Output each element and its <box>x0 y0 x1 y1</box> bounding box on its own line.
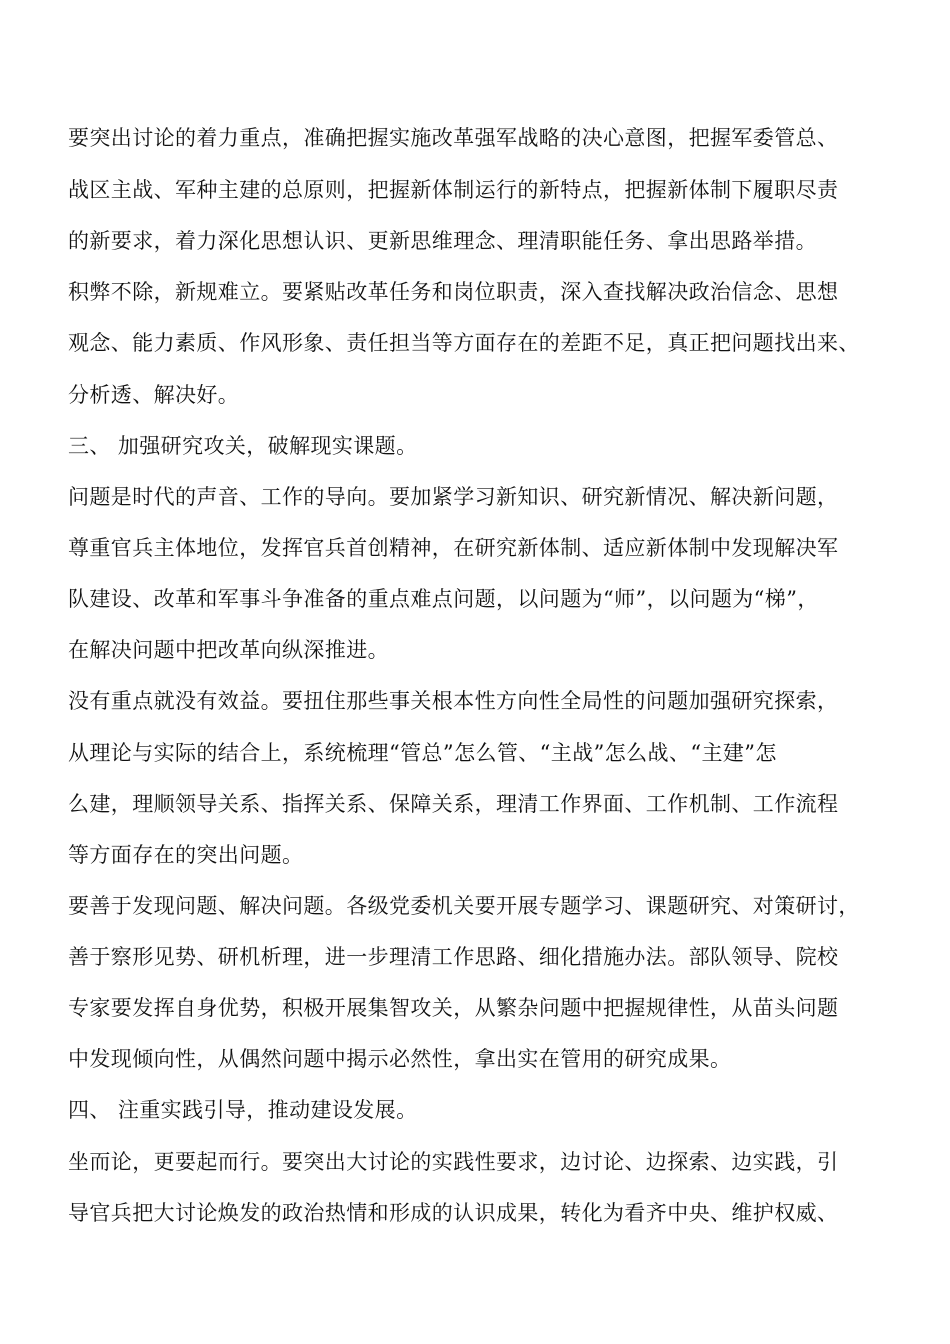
text-line: 分析透、解决好。 <box>68 383 240 407</box>
text-line: 问题是时代的声音、工作的导向。要加紧学习新知识、研究新情况、解决新问题， <box>68 485 839 509</box>
text-line: 观念、能力素质、作风形象、责任担当等方面存在的差距不足，真正把问题找出来、 <box>68 331 860 355</box>
section-heading: 四、 注重实践引导，推动建设发展。 <box>68 1098 418 1122</box>
text-line: 积弊不除，新规难立。要紧贴改革任务和岗位职责，深入查找解决政治信念、思想 <box>68 280 839 304</box>
text-line: 在解决问题中把改革向纵深推进。 <box>68 638 389 662</box>
text-line: 专家要发挥自身优势，积极开展集智攻关，从繁杂问题中把握规律性，从苗头问题 <box>68 996 839 1020</box>
text-line: 坐而论，更要起而行。要突出大讨论的实践性要求，边讨论、边探索、边实践，引 <box>68 1150 839 1174</box>
text-line: 的新要求，着力深化思想认识、更新思维理念、理清职能任务、拿出思路举措。 <box>68 229 817 253</box>
text-line: 等方面存在的突出问题。 <box>68 843 304 867</box>
text-line: 么建，理顺领导关系、指挥关系、保障关系，理清工作界面、工作机制、工作流程 <box>68 792 839 816</box>
text-line: 导官兵把大讨论焕发的政治热情和形成的认识成果，转化为看齐中央、维护权威、 <box>68 1201 839 1225</box>
text-line: 尊重官兵主体地位，发挥官兵首创精神，在研究新体制、适应新体制中发现解决军 <box>68 536 839 560</box>
text-line: 队建设、改革和军事斗争准备的重点难点问题，以问题为“师”，以问题为“梯”， <box>68 587 819 611</box>
text-line: 从理论与实际的结合上，系统梳理“管总”怎么管、“主战”怎么战、“主建”怎 <box>68 741 777 765</box>
text-line: 要善于发现问题、解决问题。各级党委机关要开展专题学习、课题研究、对策研讨， <box>68 894 860 918</box>
text-line: 没有重点就没有效益。要扭住那些事关根本性方向性全局性的问题加强研究探索， <box>68 689 839 713</box>
text-line: 要突出讨论的着力重点，准确把握实施改革强军战略的决心意图，把握军委管总、 <box>68 126 839 150</box>
section-heading: 三、 加强研究攻关，破解现实课题。 <box>68 434 418 458</box>
text-line: 战区主战、军种主建的总原则，把握新体制运行的新特点，把握新体制下履职尽责 <box>68 178 839 202</box>
text-line: 善于察形见势、研机析理，进一步理清工作思路、细化措施办法。部队领导、院校 <box>68 945 839 969</box>
text-line: 中发现倾向性，从偶然问题中揭示必然性，拿出实在管用的研究成果。 <box>68 1047 732 1071</box>
